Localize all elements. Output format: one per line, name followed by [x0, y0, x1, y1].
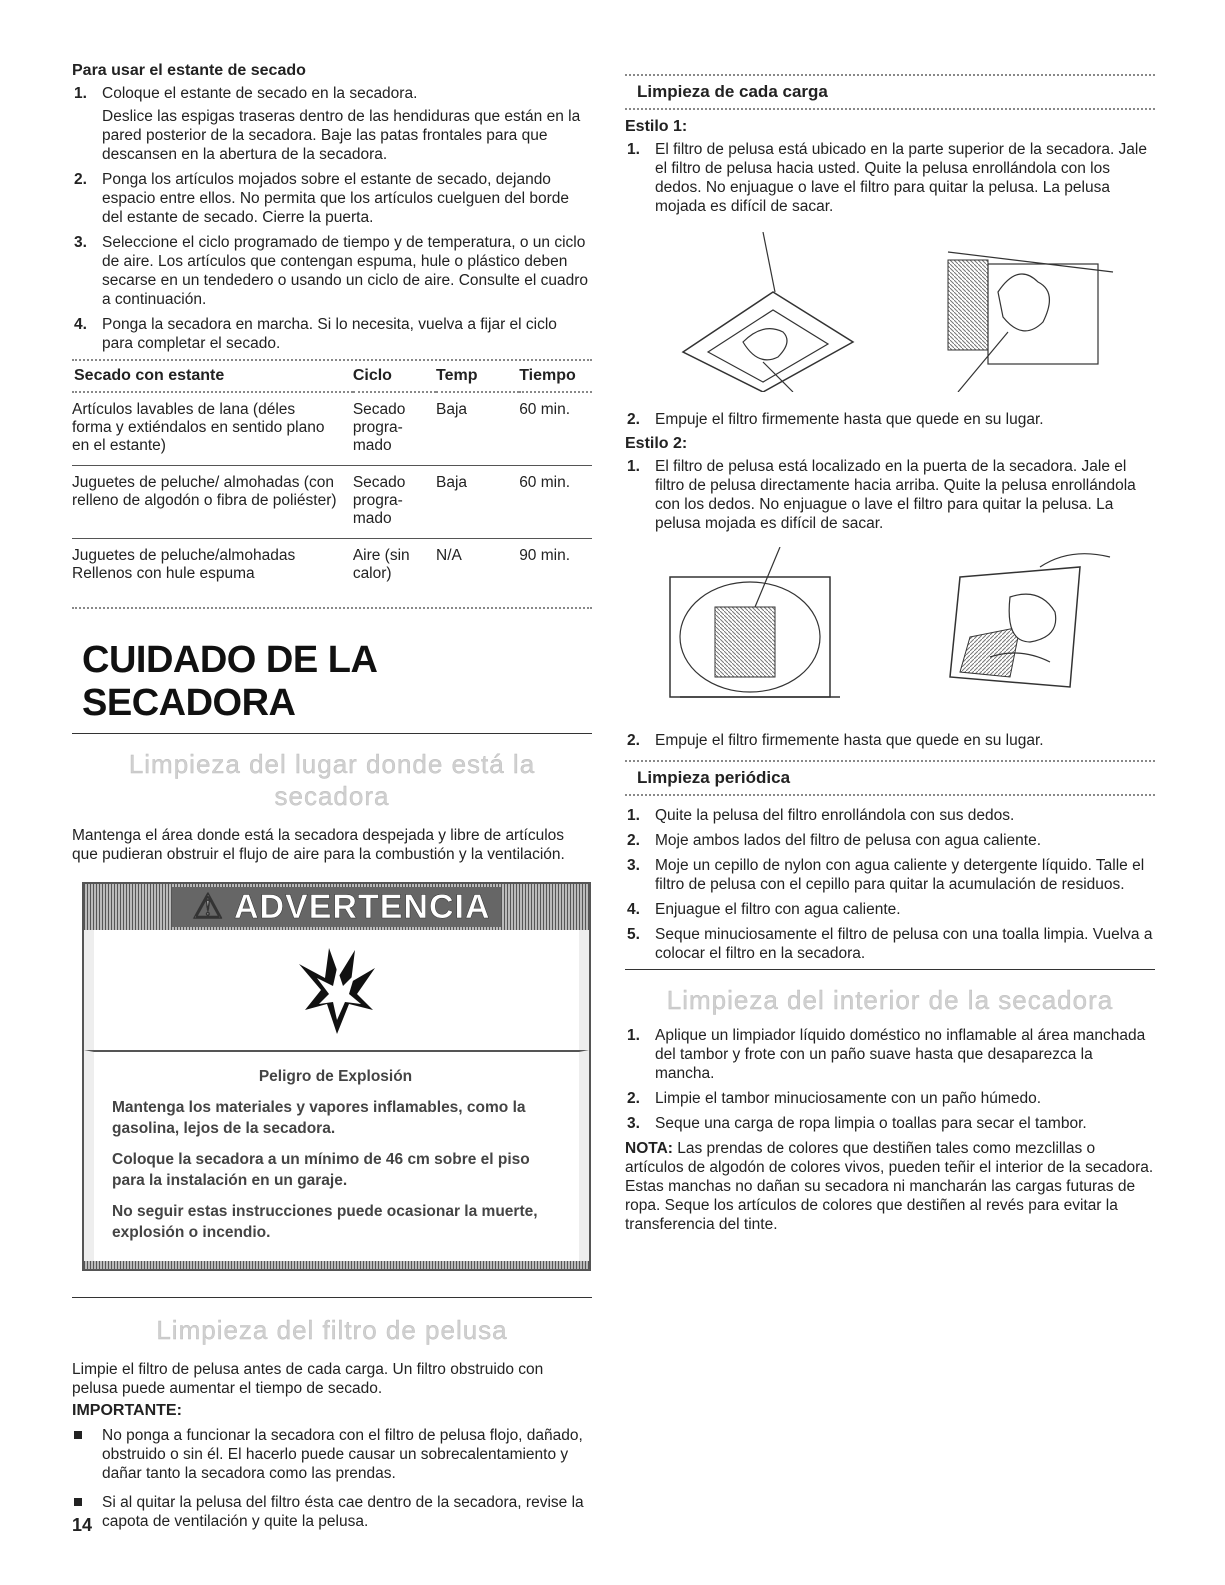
page-title: CUIDADO DE LA SECADORA	[82, 639, 376, 724]
section-heading-periodic: Limpieza periódica	[637, 768, 791, 787]
style2-label: Estilo 2:	[625, 435, 688, 452]
list-item: 3. Seque una carga de ropa limpia o toallas para secar el tambor.	[627, 1115, 1087, 1132]
location-text: Mantenga el área donde está la secadora despejada y libre de artículos que pudieran obstruir el flujo de aire para la combustión y la ventilación.	[72, 827, 565, 863]
section-heading-interior: Limpieza del interior de la secadora	[666, 985, 1114, 1015]
list-item: 2. Empuje el filtro firmemente hasta que quede en su lugar.	[627, 411, 1044, 428]
warning-banner-text: ADVERTENCIA	[233, 888, 491, 926]
divider	[625, 969, 1155, 970]
list-item: 3. Moje un cepillo de nylon con agua caliente y detergente líquido. Talle el filtro de pelusa con el cepillo para quitar la acumulación de residuos.	[627, 857, 1145, 893]
right-column	[625, 62, 1155, 1234]
important-bullets	[72, 1426, 592, 1531]
divider	[72, 607, 592, 609]
important-label: IMPORTANTE:	[72, 1402, 182, 1419]
explosion-icon	[297, 944, 377, 1036]
list-item: 2. Moje ambos lados del filtro de pelusa con agua caliente.	[627, 832, 1042, 849]
interior-steps	[625, 1026, 1155, 1133]
divider	[625, 108, 1155, 110]
section-heading-lint: Limpieza del filtro de pelusa	[156, 1315, 508, 1345]
list-item: 4. Enjuague el filtro con agua caliente.	[627, 901, 901, 918]
warning-title: Peligro de Explosión	[258, 1068, 413, 1085]
style1-label: Estilo 1:	[625, 118, 688, 135]
warning-box	[82, 882, 591, 1271]
table-header: Tiempo	[519, 367, 576, 384]
warning-line: Coloque la secadora a un mínimo de 46 cm sobre el piso para la instalación en un garaje.	[112, 1151, 530, 1189]
list-item: 2. Ponga los artículos mojados sobre el estante de secado, dejando espacio entre ellos. No permita que los artículos cuelguen del borde del estante de secado. Cierre la puerta.	[74, 171, 569, 226]
lint-filter-closeup-illustration	[938, 232, 1118, 392]
list-item: 1. Coloque el estante de secado en la secadora. Deslice las espigas traseras dentro de las hendiduras que están en la pared posterior de la secadora. Baje las patas frontales para que descansen en la abertura de la secadora.	[74, 85, 581, 163]
divider	[72, 733, 592, 734]
list-item: 5. Seque minuciosamente el filtro de pelusa con una toalla limpia. Vuelva a colocar el filtro en la secadora.	[627, 926, 1153, 962]
table-row: Juguetes de peluche/almohadas Rellenos con hule espuma Aire (sin calor) N/A 90 min.	[72, 547, 571, 582]
note-label: NOTA:	[625, 1140, 673, 1157]
periodic-steps	[625, 806, 1155, 963]
list-item: 2. Limpie el tambor minuciosamente con un paño húmedo.	[627, 1090, 1042, 1107]
warning-triangle-icon: ⚠	[182, 888, 233, 926]
left-column	[72, 62, 592, 1541]
rack-heading: Para usar el estante de secado	[72, 62, 306, 79]
warning-line: Mantenga los materiales y vapores inflamables, como la gasolina, lejos de la secadora.	[112, 1099, 526, 1137]
warning-text	[84, 1050, 589, 1261]
lint-filter-door-illustration	[660, 547, 860, 715]
list-item: 1. El filtro de pelusa está ubicado en la parte superior de la secadora. Jale el filtro de pelusa hacia usted. Quite la pelusa enrollándola con los dedos. No enjuague o lave el filtro para quitar la pelusa. La pelusa mojada es difícil de sacar.	[627, 141, 1147, 215]
list-item: 1. El filtro de pelusa está localizado en la puerta de la secadora. Jale el filtro de pelusa directamente hacia arriba. Quite la pelusa enrollándola con los dedos. No enjuague o lave el filtro para quitar la pelusa. La pelusa mojada es difícil de sacar.	[627, 458, 1136, 532]
divider	[625, 794, 1155, 796]
note-text: NOTA: Las prendas de colores que destiñen tales como mezclillas o artículos de algodón de colores vivos, pueden teñir el interior de la secadora. Estas manchas no dañan su secadora ni mancharán las cargas futuras de ropa. Seque los artículos de colores que destiñen al revés para evitar la transferencia del tinte.	[625, 1140, 1154, 1233]
lint-filter-top-illustration	[663, 232, 863, 392]
list-item: 4. Ponga la secadora en marcha. Si lo necesita, vuelva a fijar el ciclo para completar el secado.	[74, 316, 557, 352]
lint-filter-hand-illustration	[930, 547, 1120, 715]
warning-line: No seguir estas instrucciones puede ocasionar la muerte, explosión o incendio.	[112, 1203, 538, 1241]
table-header-row	[72, 361, 592, 392]
lint-text: Limpie el filtro de pelusa antes de cada carga. Un filtro obstruido con pelusa puede aumentar el tiempo de secado.	[72, 1361, 544, 1397]
list-item: Si al quitar la pelusa del filtro ésta cae dentro de la secadora, revise la capota de ventilación y quite la pelusa.	[72, 1493, 592, 1531]
table-row: Artículos lavables de lana (déles forma y extiéndalos en sentido plano en el estante) Secado progra-mado Baja 60 min.	[72, 392, 592, 466]
list-item: 1. Aplique un limpiador líquido doméstico no inflamable al área manchada del tambor y frote con un paño suave hasta que desaparezca la mancha.	[627, 1027, 1146, 1082]
table-header: Ciclo	[352, 367, 392, 384]
table-header: Temp	[436, 367, 478, 384]
warning-banner	[84, 884, 589, 930]
section-heading-location: Limpieza del lugar donde está la secadora	[128, 749, 536, 811]
divider	[72, 1297, 592, 1298]
style2-illustrations	[625, 545, 1155, 717]
list-item: No ponga a funcionar la secadora con el filtro de pelusa flojo, dañado, obstruido o sin él. El hacerlo puede causar un sobrecalentamiento y dañar tanto la secadora como las prendas.	[72, 1426, 592, 1483]
style1-illustrations	[625, 228, 1155, 396]
list-item: 1. Quite la pelusa del filtro enrollándola con sus dedos.	[627, 807, 1015, 824]
section-heading-each-load: Limpieza de cada carga	[637, 82, 828, 101]
rack-steps	[72, 84, 592, 353]
table-row: Juguetes de peluche/ almohadas (con relleno de algodón o fibra de poliéster) Secado progra-mado Baja 60 min.	[72, 466, 592, 539]
page-number: 14	[72, 1515, 93, 1535]
rack-drying-table	[72, 361, 592, 593]
list-item: 2. Empuje el filtro firmemente hasta que quede en su lugar.	[627, 732, 1044, 749]
table-header: Secado con estante	[74, 367, 225, 384]
list-item: 3. Seleccione el ciclo programado de tiempo y de temperatura, o un ciclo de aire. Los artículos que contengan espuma, hule o plástico deben secarse en un tendedero o usando un ciclo de aire. Consulte el cuadro a continuación.	[74, 234, 588, 308]
